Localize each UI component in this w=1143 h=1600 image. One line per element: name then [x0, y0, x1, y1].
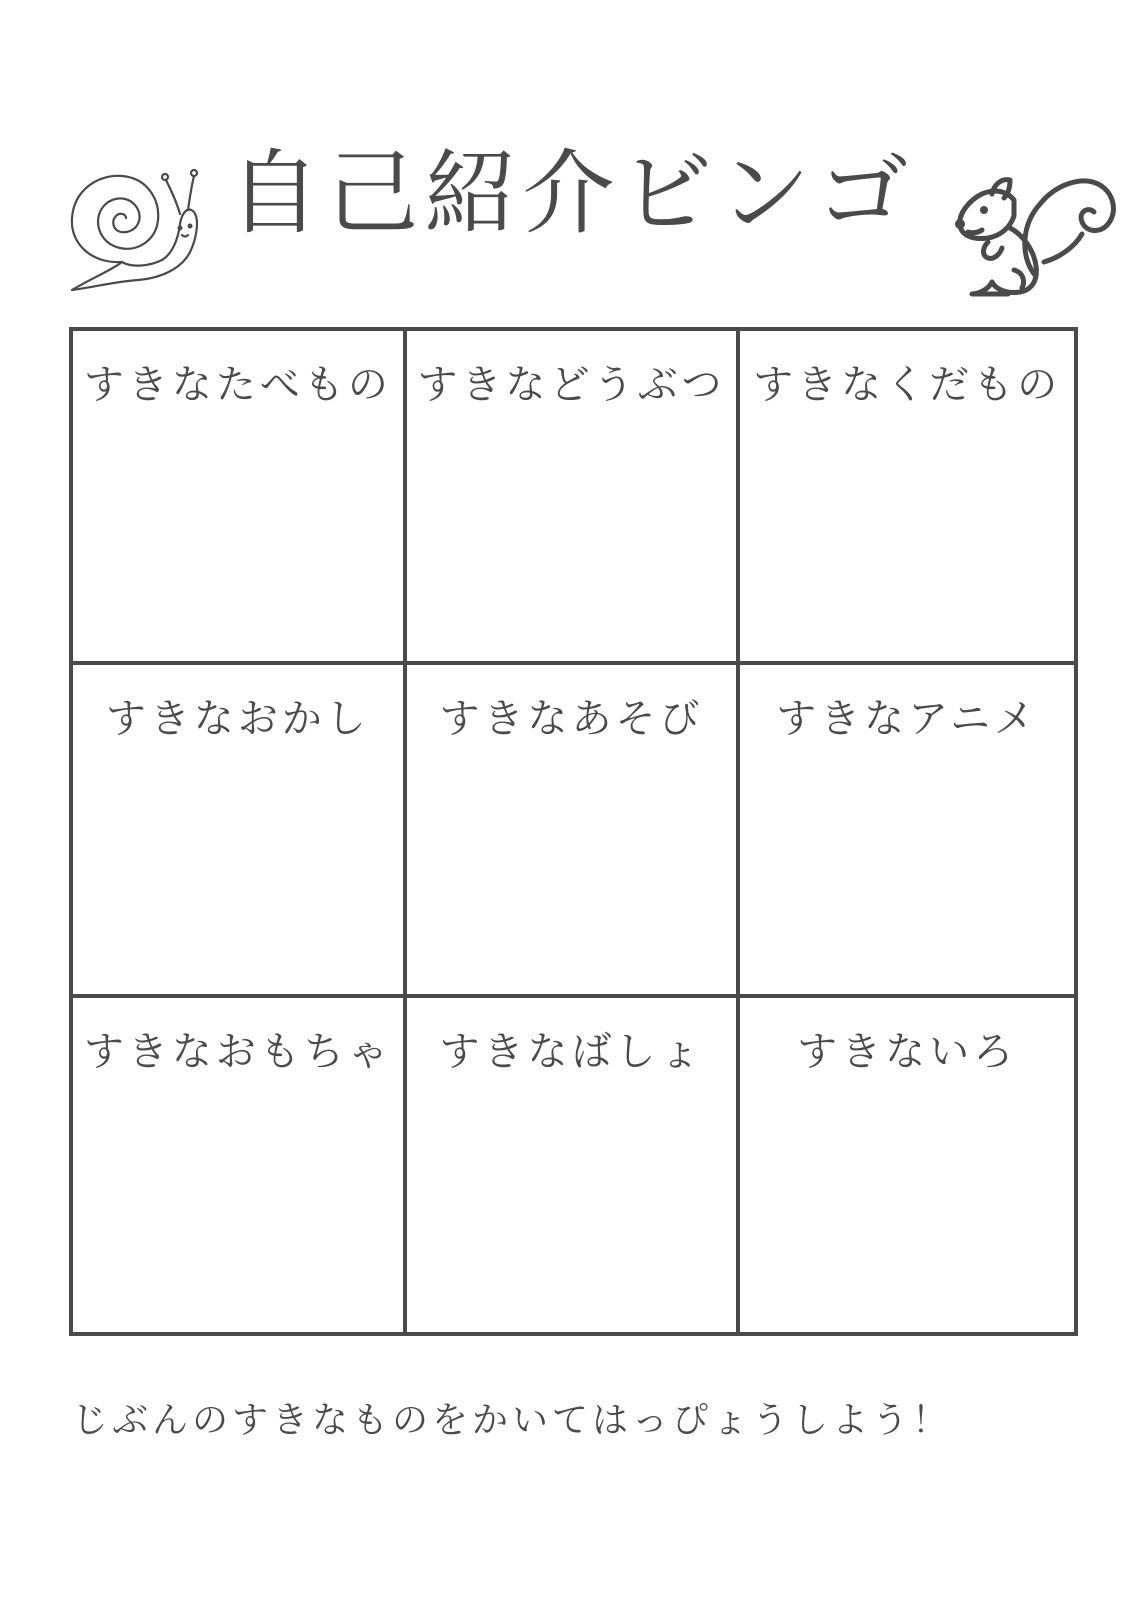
squirrel-icon [948, 162, 1118, 310]
bingo-cell[interactable] [407, 998, 741, 1332]
bingo-cell-label: すきなどうぶつ [417, 362, 726, 408]
bingo-cell[interactable] [740, 331, 1074, 665]
bingo-cell[interactable] [73, 331, 407, 665]
bingo-cell-label: すきなくだもの [753, 362, 1062, 408]
bingo-cell-label: すきなおもちゃ [83, 1029, 392, 1076]
snail-icon [62, 160, 202, 310]
bingo-cell[interactable] [407, 331, 741, 665]
bingo-cell-label: すきなアニメ [776, 695, 1039, 742]
bingo-cell[interactable] [740, 665, 1074, 999]
bingo-cell[interactable] [407, 665, 741, 999]
bingo-cell[interactable] [73, 665, 407, 999]
bingo-cell-label: すきないろ [797, 1029, 1018, 1076]
bingo-cell-label: すきなおかし [105, 695, 370, 742]
bingo-cell[interactable] [73, 998, 407, 1332]
bingo-cell-label: すきなあそび [439, 695, 704, 742]
bingo-cell[interactable] [740, 998, 1074, 1332]
bingo-cell-label: すきなたべもの [83, 362, 392, 408]
instruction-text: じぶんのすきなものをかいてはっぴょうしよう！ [72, 1400, 953, 1441]
page-title: 自己紹介ビンゴ [228, 140, 915, 247]
bingo-cell-label: すきなばしょ [439, 1029, 704, 1076]
bingo-grid [69, 327, 1078, 1336]
